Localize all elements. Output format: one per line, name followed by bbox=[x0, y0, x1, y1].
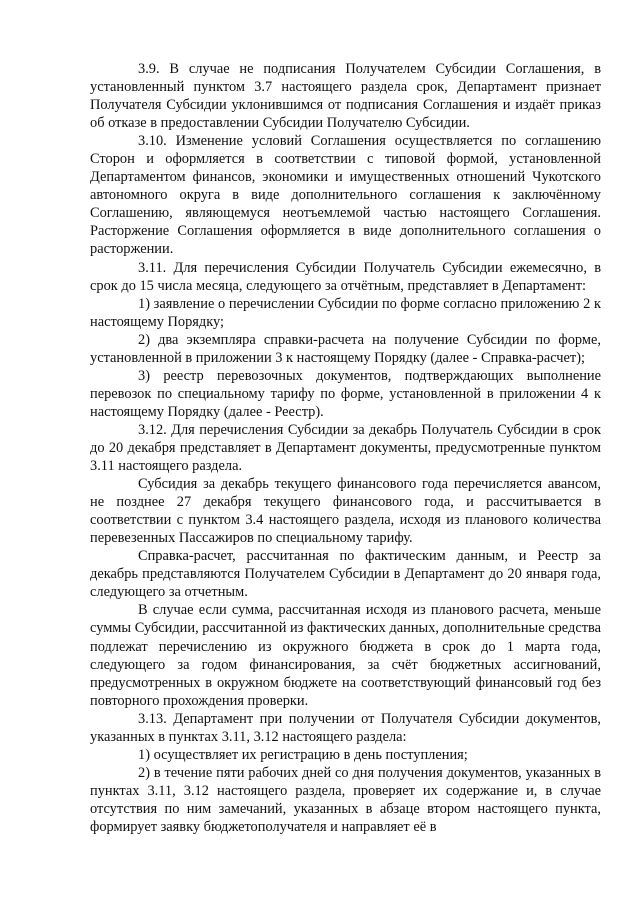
document-body bbox=[90, 60, 601, 836]
list-item-3-13-1: 1) осуществляет их регистрацию в день поступления; bbox=[138, 746, 468, 763]
paragraph-december-report: Справка-расчет, рассчитанная по фактическим данным, и Реестр за декабрь представляются Получателем Субсидии в Департамент до 20 января года, следующего за отчетным. bbox=[90, 548, 601, 601]
paragraph-december-subsidy: Субсидия за декабрь текущего финансового года перечисляется авансом, не позднее 27 декабря текущего финансового года, и рассчитывается в соответствии с пунктом 3.4 настоящего раздела, исходя из планового количества перевезенных Пассажиров по специальному тарифу. bbox=[90, 476, 601, 547]
list-item-3-11-2: 2) два экземпляра справки-расчета на получение Субсидии по форме, установленной в приложении 3 к настоящему Порядку (далее - Справка-расчет); bbox=[90, 331, 601, 366]
paragraph-3-10: 3.10. Изменение условий Соглашения осуществляется по соглашению Сторон и оформляется в соответствии с типовой формой, установленной Департаментом финансов, экономики и имущественных отношений Чукотского автономного округа в виде дополнительного соглашения к заключённому Соглашению, являющемуся неотъемлемой частью настоящего Соглашения. Расторжение Соглашения оформляется в виде дополнительного соглашения о расторжении. bbox=[90, 133, 601, 258]
list-item-3-11-3: 3) реестр перевозочных документов, подтверждающих выполнение перевозок по специальному тарифу по форме, установленной в приложении 4 к настоящему Порядку (далее - Реестр). bbox=[90, 367, 601, 420]
paragraph-3-13: 3.13. Департамент при получении от Получателя Субсидии документов, указанных в пунктах 3.11, 3.12 настоящего раздела: bbox=[90, 710, 601, 745]
list-item-3-11-1: 1) заявление о перечислении Субсидии по форме согласно приложению 2 к настоящему Порядку; bbox=[90, 295, 601, 330]
list-item-3-13-2: 2) в течение пяти рабочих дней со дня получения документов, указанных в пунктах 3.11, 3.12 настоящего раздела, проверяет их содержание и, в случае отсутствия по ним замечаний, указанных в абзаце втором настоящего пункта, формирует заявку бюджетополучателя и направляет её в bbox=[90, 764, 601, 835]
paragraph-3-9: 3.9. В случае не подписания Получателем Субсидии Соглашения, в установленный пунктом 3.7 настоящего раздела срок, Департамент признает Получателя Субсидии уклонившимся от подписания Соглашения и издаёт приказ об отказе в предоставлении Субсидии Получателю Субсидии. bbox=[90, 61, 601, 132]
paragraph-additional-funds: В случае если сумма, рассчитанная исходя из планового расчета, меньше суммы Субсидии, рассчитанной из фактических данных, дополнительные средства подлежат перечислению из окружного бюджета в срок до 1 марта года, следующего за годом финансирования, за счёт бюджетных ассигнований, предусмотренных в окружном бюджете на соответствующий финансовый год без повторного прохождения проверки. bbox=[90, 602, 601, 709]
paragraph-3-11: 3.11. Для перечисления Субсидии Получатель Субсидии ежемесячно, в срок до 15 числа месяца, следующего за отчётным, представляет в Департамент: bbox=[90, 259, 601, 294]
paragraph-3-12: 3.12. Для перечисления Субсидии за декабрь Получатель Субсидии в срок до 20 декабря представляет в Департамент документы, предусмотренные пунктом 3.11 настоящего раздела. bbox=[90, 421, 601, 475]
